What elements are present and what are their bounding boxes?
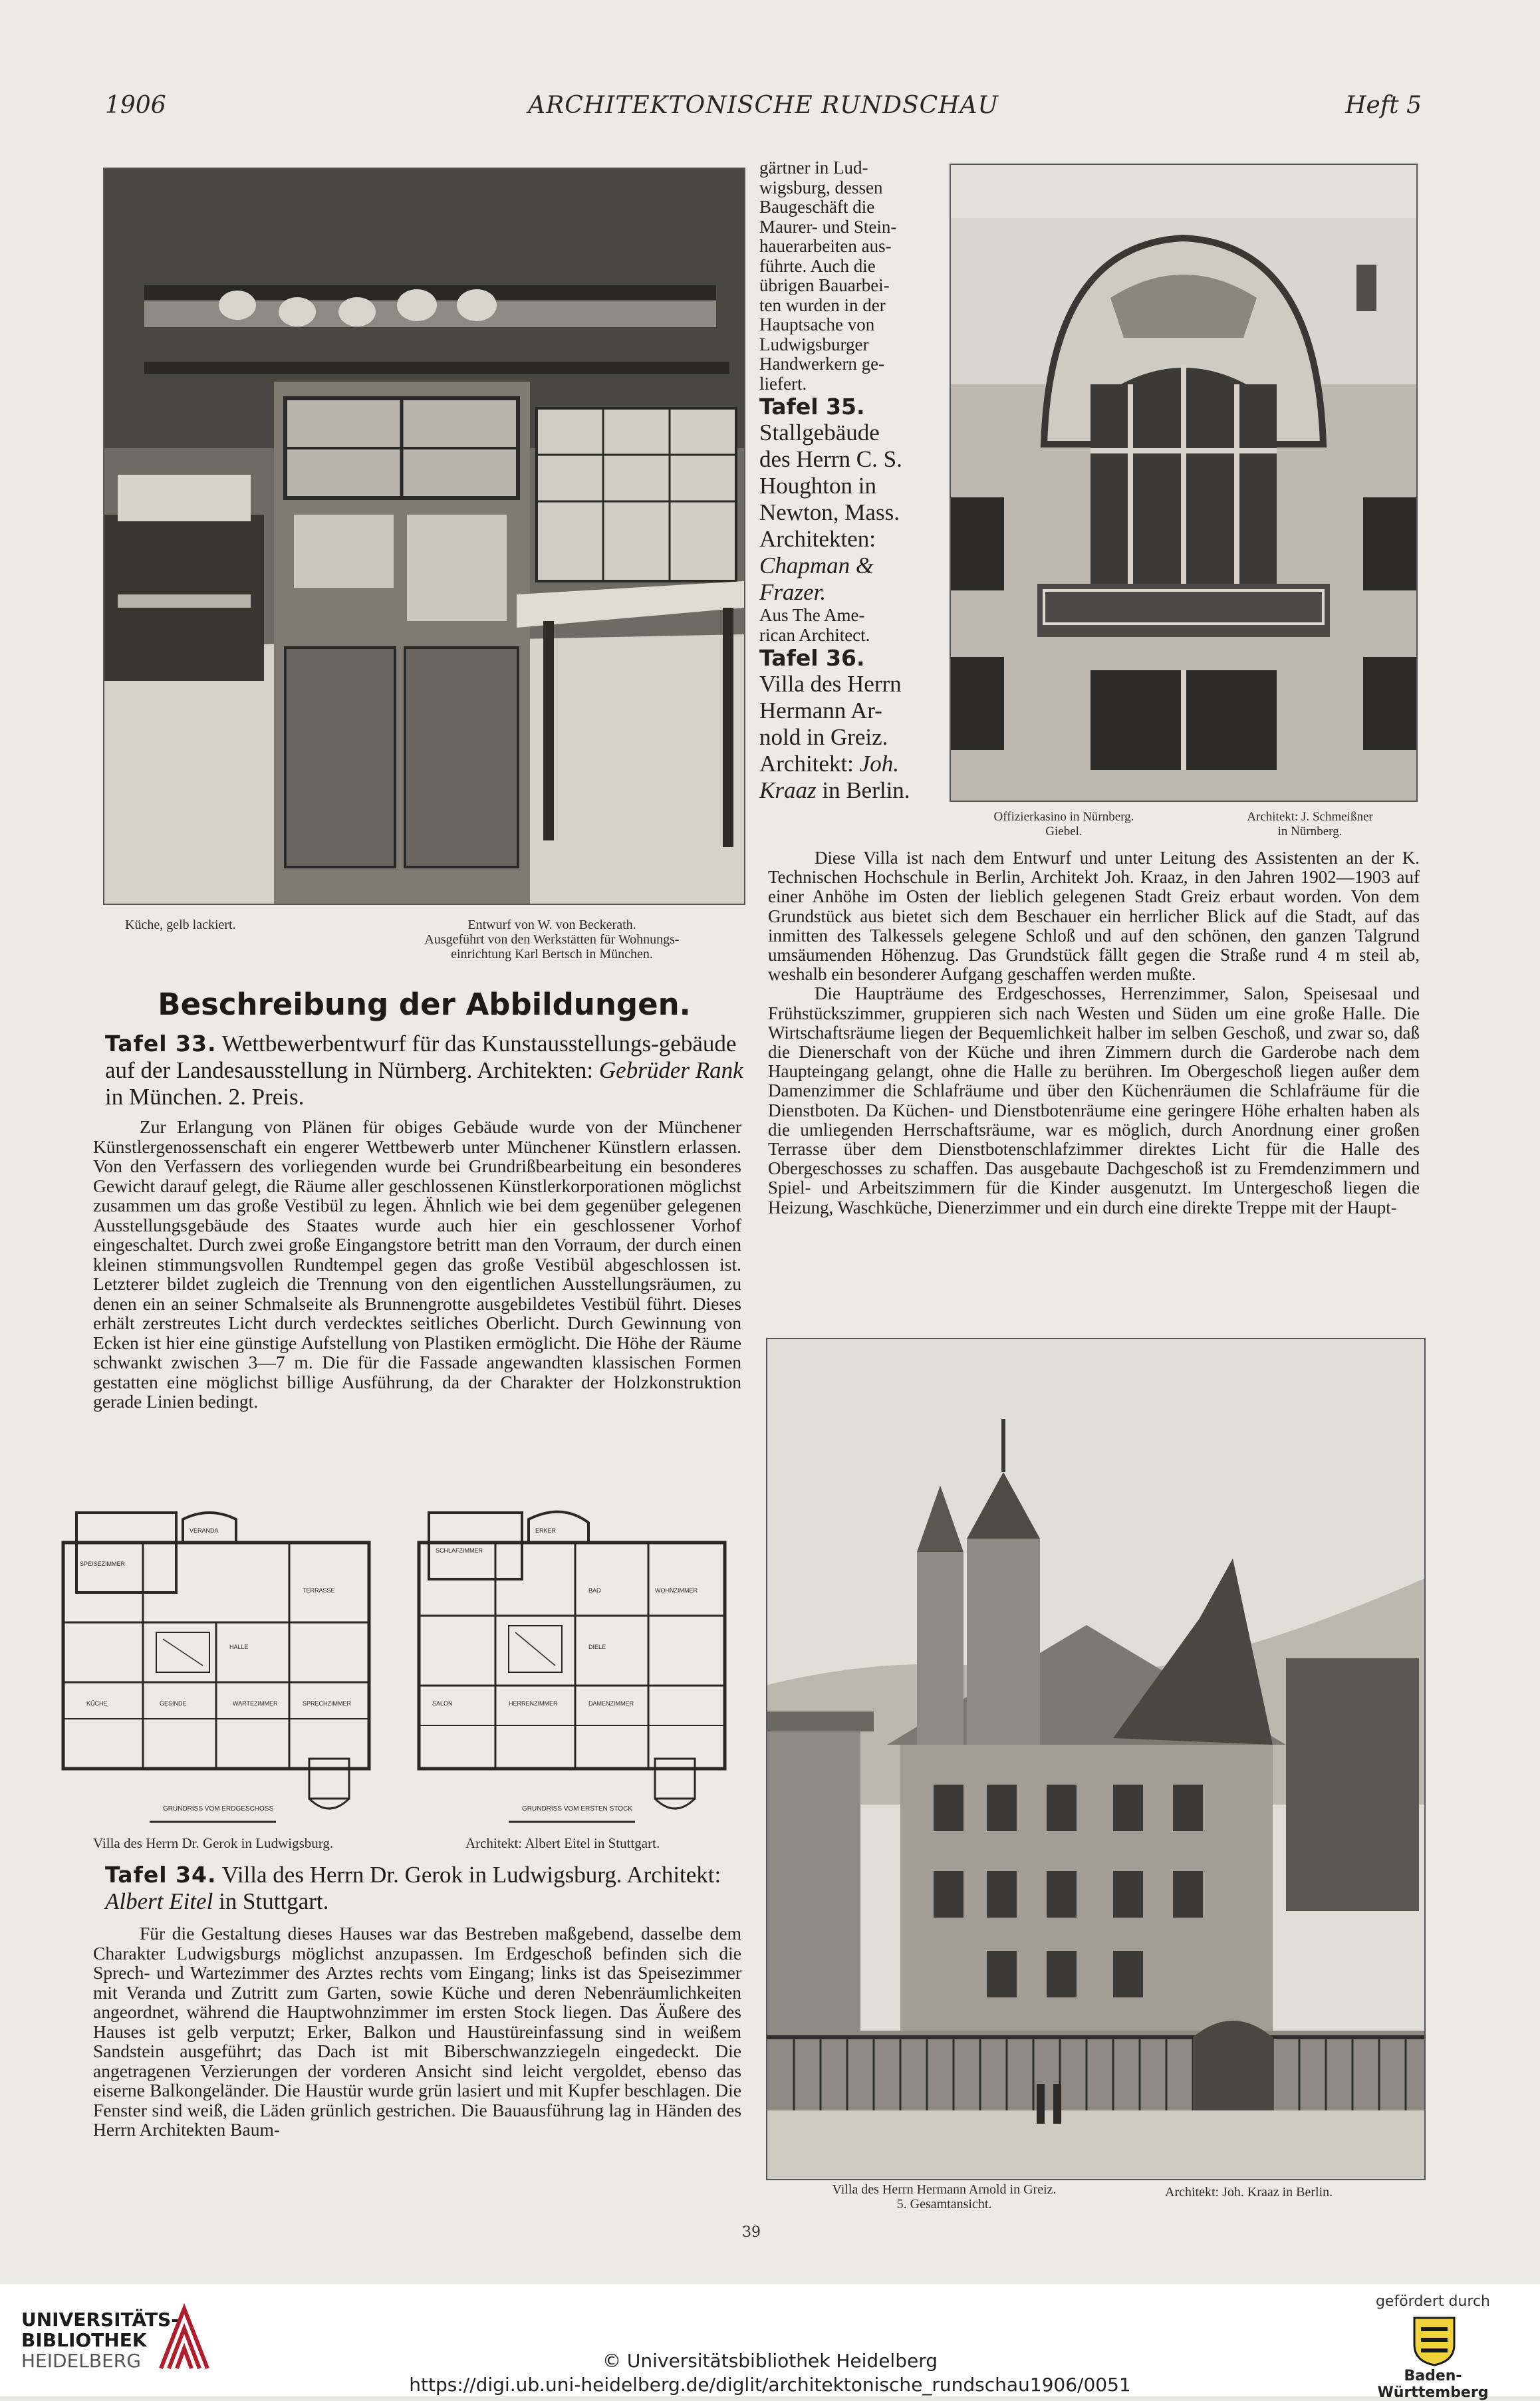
header-year: 1906 [105, 92, 166, 119]
paragraph: Diese Villa ist nach dem Entwurf und unter Leitung des Assistenten an der K. Technischen Hochschule in Berlin, Architekt Joh. Kraaz, in den Jahren 1902—1903 auf einer Anhöhe im Osten der lieblich gelegenen Stadt Greiz erbaut worden. Von dem Grundstück aus bietet sich dem Beschauer ein herrlicher Blick auf die Stadt, auf das inmitten des Talkessels gelegene Schloß und auf den schönen, den ganzen Talgrund umsäumenden Höhenzug. Das Grundstück fällt gegen die Straße rund 4 m steil ab, weshalb ein besonderer Aufgang geschaffen werden mußte. [768, 848, 1420, 985]
text-line: Maurer- und Stein- [759, 216, 897, 237]
room-label: BAD [588, 1587, 601, 1594]
narrow-column [759, 158, 926, 804]
room-label: GESINDE [160, 1700, 187, 1707]
text-line: übrigen Bauarbei- [759, 275, 890, 295]
tafel33-text [93, 1117, 741, 1412]
plan-caption-right: Architekt: Albert Eitel in Stuttgart. [465, 1835, 660, 1851]
text-line: Hermann Ar- [759, 697, 882, 723]
text-line: Villa des Herrn [759, 671, 902, 697]
architect-name: Frazer. [759, 579, 827, 605]
header-issue: Heft 5 [1345, 92, 1422, 119]
villa-caption-right: Architekt: Joh. Kraaz in Berlin. [1165, 2185, 1333, 2200]
text-line: rican Architect. [759, 624, 870, 645]
kitchen-photo [103, 168, 745, 905]
text-line: nold in Greiz. [759, 724, 888, 750]
library-name-line: HEIDELBERG [21, 2350, 141, 2372]
architect-city: in Berlin. [822, 777, 910, 803]
tafel34-location: in Stuttgart. [219, 1888, 329, 1914]
room-label: HERRENZIMMER [509, 1700, 558, 1707]
room-label: WOHNZIMMER [655, 1587, 698, 1594]
caption-line: Giebel. [1045, 824, 1083, 838]
text-line: Aus The Ame- [759, 605, 865, 625]
library-name-line: BIBLIOTHEK [21, 2329, 147, 2351]
text-line: hauerarbeiten aus- [759, 236, 892, 256]
caption-line: Architekt: J. Schmeißner [1247, 810, 1373, 824]
upper-floor-plan [419, 1512, 725, 1809]
tafel34-text [93, 1924, 741, 2140]
text-line: ten wurden in der [759, 295, 886, 315]
plan-title: GRUNDRISS VOM ERDGESCHOSS [163, 1805, 274, 1813]
funded-by-label: gefördert durch [1375, 2293, 1491, 2310]
text-line: Handwerkern ge- [759, 354, 885, 374]
villa-photo [766, 1338, 1426, 2180]
paragraph: Die Haupträume des Erdgeschosses, Herrenzimmer, Salon, Speisesaal und Frühstückszimmer, gruppieren sich nach Westen und Süden um eine große Halle. Die Wirtschaftsräume liegen der Bequemlichkeit halber im selben Geschoß, und zwar so, daß die Dienerschaft von der Küche und ihren Zimmern durch die Garderobe nach dem Haupteingang gelangt, ohne die Halle zu berühren. Im Obergeschoß liegen außer dem Damenzimmer die Schlafräume und über den Küchenräumen die Schlafräume für die Dienstboten. Da Küchen- und Dienstbotenräume eine geringere Höhe erhalten haben als die umliegenden Herrschaftsräume, war es möglich, durch Anordnung einer großen Terrasse über dem Dienstbotenschlafzimmer direktes Licht für die Halle des Obergeschosses zu schaffen. Das ausgebaute Dachgeschoß ist zu Fremdenzimmern und Spiel- und Arbeitszimmern für die Kinder ausgenutzt. Im Untergeschoß liegen die Heizung, Waschküche, Dienerzimmer und ein durch eine direkte Treppe mit der Haupt- [768, 983, 1420, 1217]
text-line: Stallgebäude [759, 420, 880, 445]
kitchen-caption-line: einrichtung Karl Bertsch in München. [451, 947, 653, 961]
text-line: liefert. [759, 373, 807, 394]
architect-name: Kraaz [759, 777, 817, 803]
tafel34-architect: Albert Eitel [105, 1888, 213, 1914]
caption-line: Offizierkasino in Nürnberg. [993, 810, 1134, 824]
room-label: TERRASSE [303, 1587, 335, 1594]
page-number: 39 [742, 2224, 761, 2241]
plan-title: GRUNDRISS VOM ERSTEN STOCK [522, 1805, 632, 1813]
section-title: Beschreibung der Abbildungen. [158, 987, 691, 1022]
tafel34-heading [105, 1862, 743, 1915]
narrow-intro [759, 158, 926, 394]
ground-floor-plan [63, 1513, 369, 1809]
room-label: VERANDA [190, 1527, 219, 1534]
caption-line: in Nürnberg. [1277, 824, 1343, 838]
casino-caption-left [951, 810, 1177, 839]
text-line: wigsburg, dessen [759, 177, 883, 197]
text-line: Hauptsache von [759, 315, 875, 334]
tafel33-architects: Gebrüder Rank [598, 1057, 743, 1083]
room-label: DIELE [588, 1644, 606, 1650]
floor-plans [57, 1506, 741, 1832]
caption-line: Villa des Herrn Hermann Arnold in Greiz. [832, 2182, 1057, 2197]
room-label: SPEISEZIMMER [80, 1561, 126, 1567]
casino-caption-right [1204, 810, 1416, 839]
architect-name: Chapman & [759, 553, 874, 578]
room-label: ERKER [535, 1527, 557, 1534]
villa-caption-left [771, 2182, 1117, 2211]
text-line: Architekten: [759, 526, 876, 552]
tafel33-location: in München. 2. Preis. [105, 1084, 305, 1110]
tafel34-title: Villa des Herrn Dr. Gerok in Ludwigsburg. [221, 1862, 622, 1888]
text-line: Baugeschäft die [759, 197, 875, 217]
text-line: führte. Auch die [759, 255, 876, 276]
tafel36-text [768, 848, 1420, 1217]
text-line: gärtner in Lud- [759, 158, 868, 178]
footer-bar [0, 2284, 1540, 2401]
tafel35-source [759, 606, 926, 645]
room-label: WARTEZIMMER [233, 1700, 278, 1707]
tafel33-label: Tafel 33. [105, 1031, 217, 1057]
kitchen-caption-left [125, 918, 236, 932]
source-url[interactable]: https://digi.ub.uni-heidelberg.de/diglit/architektonische_rundschau1906/0051 [409, 2374, 1131, 2396]
tafel34-label: Tafel 34. [105, 1862, 217, 1888]
room-label: DAMENZIMMER [588, 1700, 634, 1707]
room-label: SALON [432, 1700, 453, 1707]
casino-gable-photo [950, 164, 1418, 802]
tafel33-title: Wettbewerbentwurf für das Kunstausstellungs-gebäude auf der Landesausstellung in Nürnberg. Architekten: [105, 1031, 737, 1083]
kitchen-caption-title: Küche, gelb lackiert. [125, 918, 236, 932]
tafel35-label: Tafel 35. [759, 394, 865, 420]
room-label: HALLE [229, 1644, 249, 1650]
text-line: Newton, Mass. [759, 499, 900, 525]
kitchen-caption-line: Ausgeführt von den Werkstätten für Wohnungs- [424, 932, 680, 947]
tafel36-heading [759, 671, 926, 804]
baden-wuerttemberg-crest-icon [1411, 2315, 1458, 2366]
text-line: des Herrn C. S. [759, 446, 902, 472]
kitchen-caption-right [386, 918, 718, 961]
copyright-text: © Universitätsbibliothek Heidelberg [602, 2350, 938, 2372]
library-name-line: UNIVERSITÄTS- [21, 2309, 179, 2331]
text-line: Ludwigsburger [759, 334, 869, 354]
architect-prefix: Architekt: [626, 1862, 721, 1888]
paragraph: Zur Erlangung von Plänen für obiges Gebäude wurde von der Münchener Künstlergenossenschaft ein engerer Wettbewerb unter Münchener Künstlern erlassen. Von den Verfassern des vorliegenden wurde bei Grundrißbearbeitung ein besonderes Gewicht darauf gelegt, die Räume aller geschlossenen Künstlerkorporationen möglichst zusammen um das große Vestibül zu legen. Ähnlich wie bei dem gegenüber gelegenen Ausstellungsgebäude des Staates wurde auch hier ein geschlossener Vorhof eingeschaltet. Durch zwei große Eingangstore betritt man den Vorraum, der durch einen kleinen stimmungsvollen Rundtempel gegen das große Vestibül abgeschlossen ist. Letzterer bildet zugleich die Trennung von den eigentlichen Ausstellungsräumen, zu denen ein an seiner Schmalseite als Brunnengrotte ausgebildetes Vestibül führt. Dieses erhält zerstreutes Licht durch verdecktes seitliches Oberlicht. Durch Gewinnung von Ecken ist hier eine günstige Aufstellung von Plastiken ermöglicht. Die Höhe der Räume schwankt zwischen 3—7 m. Die für die Fassade angewandten klassischen Formen gestatten eine möglichst billige Ausführung, da der Charakter der Holzkonstruktion gerade Linien bedingt. [93, 1116, 741, 1412]
credit-block [0, 2349, 1540, 2397]
text-line: Houghton in [759, 473, 876, 499]
paragraph: Für die Gestaltung dieses Hauses war das Bestreben maßgebend, dasselbe dem Charakter Ludwigsburgs möglichst anzupassen. Im Erdgeschoß befinden sich die Sprech- und Wartezimmer des Arztes rechts vom Eingang; links ist das Speisezimmer mit Veranda und Zutritt zum Garten, sowie Küche und deren Nebenräumlichkeiten angeordnet, während die Hauptwohnzimmer im ersten Stock liegen. Das Äußere des Hauses ist gelb verputzt; Erker, Balkon und Haustüreinfassung sind in weißem Sandstein ausgeführt; das Dach ist mit Biberschwanzziegeln eingedeckt. Die angetragenen Verzierungen der vorderen Ansicht sind leicht vergoldet, ebenso das eiserne Balkongeländer. Die Haustür wurde grün lasiert und mit Kupfer beschlagen. Die Fenster sind weiß, die Läden grünlich gestrichen. Die Bauausführung lag in Händen des Herrn Architekten Baum- [93, 1923, 741, 2140]
room-label: KÜCHE [86, 1700, 108, 1707]
tafel36-label: Tafel 36. [759, 645, 865, 671]
kitchen-caption-line: Entwurf von W. von Beckerath. [467, 918, 636, 932]
tafel35-heading [759, 420, 926, 606]
header-title: ARCHITEKTONISCHE RUNDSCHAU [528, 92, 999, 119]
architect-name: Joh. [859, 751, 899, 777]
caption-line: 5. Gesamtansicht. [896, 2197, 992, 2211]
running-head [105, 92, 1422, 125]
tafel33-heading [105, 1031, 743, 1110]
architect-prefix: Architekt: [759, 751, 854, 777]
funder-name: Baden-Württemberg [1377, 2368, 1489, 2401]
room-label: SPRECHZIMMER [303, 1700, 352, 1707]
room-label: SCHLAFZIMMER [436, 1547, 483, 1554]
plan-caption-left: Villa des Herrn Dr. Gerok in Ludwigsburg. [93, 1835, 334, 1851]
